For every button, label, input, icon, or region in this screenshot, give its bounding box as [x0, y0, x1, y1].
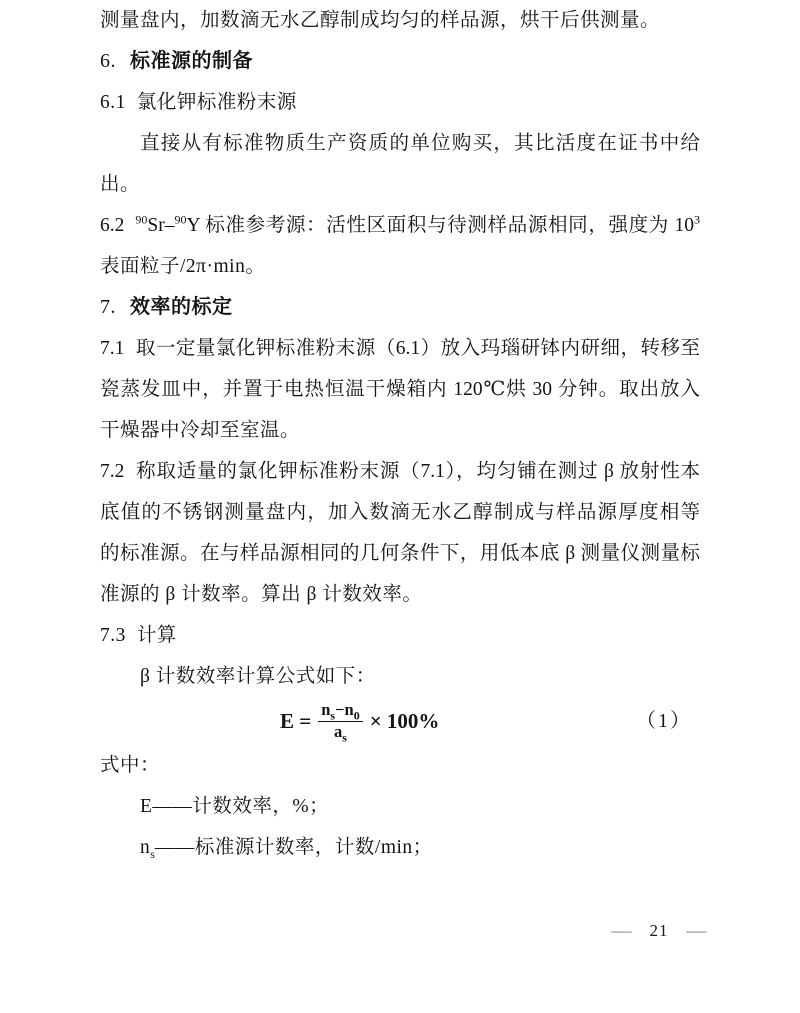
text-segment: 测量盘内，加数滴无水乙醇制成均匀的样品源，烘干后供测量。 — [100, 10, 661, 31]
page-footer — [613, 921, 705, 941]
clause-7-2-line-2 — [100, 492, 700, 533]
text-segment: 7.1 — [100, 338, 125, 359]
text-segment: n — [140, 837, 151, 858]
clause-7-2-line-3 — [100, 533, 700, 574]
text-segment: 取一定量氯化钾标准粉末源（6.1）放入玛瑙研钵内研细，转移至 — [135, 338, 700, 359]
text-segment: 式中： — [100, 755, 161, 776]
page-number: 21 — [649, 921, 669, 940]
subscript: s — [342, 729, 347, 744]
text-segment: 直接从有标准物质生产资质的单位购买，其比活度在证书中给 — [140, 133, 700, 154]
text-segment: 底值的不锈钢测量盘内，加入数滴无水乙醇制成与样品源厚度相等 — [100, 502, 700, 523]
text-segment: 表面粒子/2π·min。 — [100, 256, 266, 277]
text-segment: Sr– — [147, 215, 175, 236]
text-segment: 干燥器中冷却至室温。 — [100, 420, 301, 441]
clause-6-2-line-2 — [100, 246, 700, 287]
subscript: s — [150, 846, 155, 861]
text-segment: 准源的 β 计数率。算出 β 计数效率。 — [100, 584, 423, 605]
clause-7-1-line-1 — [100, 328, 700, 369]
superscript: 3 — [694, 212, 700, 227]
text-segment: 计算 — [136, 625, 177, 646]
text-segment: 瓷蒸发皿中，并置于电热恒温干燥箱内 120℃烘 30 分钟。取出放入 — [100, 379, 700, 400]
text-segment: 7.3 — [100, 625, 126, 646]
formula-intro — [100, 656, 700, 697]
footer-dash-right: — — [686, 921, 707, 940]
formula-fraction — [318, 701, 362, 742]
subscript: s — [330, 707, 336, 722]
equation-number: （1） — [636, 709, 692, 732]
text-segment: 7.2 — [100, 461, 125, 482]
text-segment: 6.2 — [100, 215, 125, 236]
text-segment: β 计数效率计算公式如下： — [140, 666, 376, 687]
text-segment: a — [334, 721, 343, 741]
text-segment: Y 标准参考源：活性区面积与待测样品源相同，强度为 10 — [186, 215, 694, 236]
fraction-numerator — [318, 701, 362, 722]
where-clause — [100, 745, 700, 786]
clause-7-3 — [100, 615, 700, 656]
text-segment: 7. — [100, 296, 116, 318]
efficiency-formula — [280, 701, 439, 742]
para-measure-tray-cont — [100, 0, 700, 41]
efficiency-formula-line — [100, 697, 700, 745]
clause-6-2-line-1 — [100, 205, 700, 246]
document-lines — [100, 0, 700, 868]
text-segment: ——标准源计数率，计数/min； — [154, 837, 433, 858]
text-segment: 氯化钾标准粉末源 — [136, 92, 297, 113]
text-segment: 出。 — [100, 174, 141, 195]
formula-lhs: E = — [280, 708, 312, 733]
text-segment: 6.1 — [100, 92, 126, 113]
heading-efficiency-calibration — [100, 287, 700, 328]
para-purchase-line-1 — [100, 123, 700, 164]
text-segment: 称取适量的氯化钾标准粉末源（7.1），均匀铺在测过 β 放射性本 — [135, 461, 700, 482]
text-segment: 效率的标定 — [130, 296, 233, 318]
text-segment: −n — [335, 699, 354, 719]
text-segment: n — [321, 699, 331, 719]
text-segment: 标准源的制备 — [130, 50, 253, 72]
clause-7-1-line-2 — [100, 369, 700, 410]
formula-suffix: × 100% — [369, 708, 440, 733]
symbol-E-definition — [100, 786, 700, 827]
clause-7-1-line-3 — [100, 410, 700, 451]
heading-standard-source-preparation — [100, 41, 700, 82]
footer-dash-left: — — [611, 921, 632, 940]
symbol-ns-definition — [100, 827, 700, 868]
para-purchase-line-2 — [100, 164, 700, 205]
clause-6-1 — [100, 82, 700, 123]
clause-7-2-line-1 — [100, 451, 700, 492]
superscript: 90 — [174, 212, 187, 227]
text-segment: E——计数效率，%； — [140, 796, 330, 817]
fraction-denominator — [334, 722, 347, 742]
text-segment: 6. — [100, 50, 116, 72]
text-segment: 的标准源。在与样品源相同的几何条件下，用低本底 β 测量仪测量标 — [100, 543, 700, 564]
clause-7-2-line-4 — [100, 574, 700, 615]
subscript: 0 — [353, 707, 360, 722]
superscript: 90 — [135, 212, 148, 227]
